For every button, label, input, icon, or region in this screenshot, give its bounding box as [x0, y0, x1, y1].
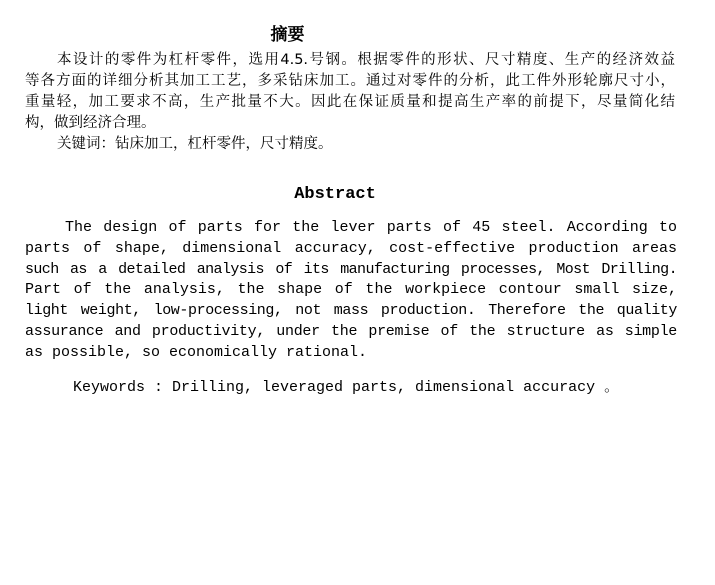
paragraph-line: such as a detailed analysis of its manufacturing processes, Most Drilling.: [25, 260, 677, 278]
paragraph-line: 本设计的零件为杠杆零件，选用4.5.号钢。根据零件的形状、尺寸精度、生产的经济效益: [57, 52, 675, 68]
paragraph-line: 重量轻，加工要求不高，生产批量不大。因此在保证质量和提高生产率的前提下，尽量简化结: [25, 94, 675, 110]
chinese-keywords: 关键词：钻床加工，杠杆零件，尺寸精度。: [57, 136, 333, 152]
chinese-abstract-body: [25, 50, 675, 155]
paragraph-line: assurance and productivity, under the premise of the structure as simple: [25, 322, 677, 340]
english-keywords: Keywords : Drilling, leveraged parts, dimensional accuracy 。: [73, 379, 620, 396]
paragraph-line: 等各方面的详细分析其加工工艺，多采钻床加工。通过对零件的分析，此工件外形轮廓尺寸小，: [25, 73, 675, 89]
paragraph-line: 构，做到经济合理。: [25, 115, 156, 131]
paragraph-line: The design of parts for the lever parts of 45 steel. According to: [65, 219, 677, 236]
paragraph-line: Part of the analysis, the shape of the workpiece contour small size,: [25, 281, 677, 299]
chinese-abstract-title: 摘要: [270, 25, 305, 45]
paragraph-line: as possible, so economically rational.: [25, 343, 368, 361]
paragraph-line: parts of shape, dimensional accuracy, cost-effective production areas: [25, 239, 677, 257]
paragraph-line: light weight, low-processing, not mass production. Therefore the quality: [25, 302, 677, 320]
english-abstract-body: [25, 218, 677, 364]
english-abstract-title: Abstract: [294, 185, 376, 204]
